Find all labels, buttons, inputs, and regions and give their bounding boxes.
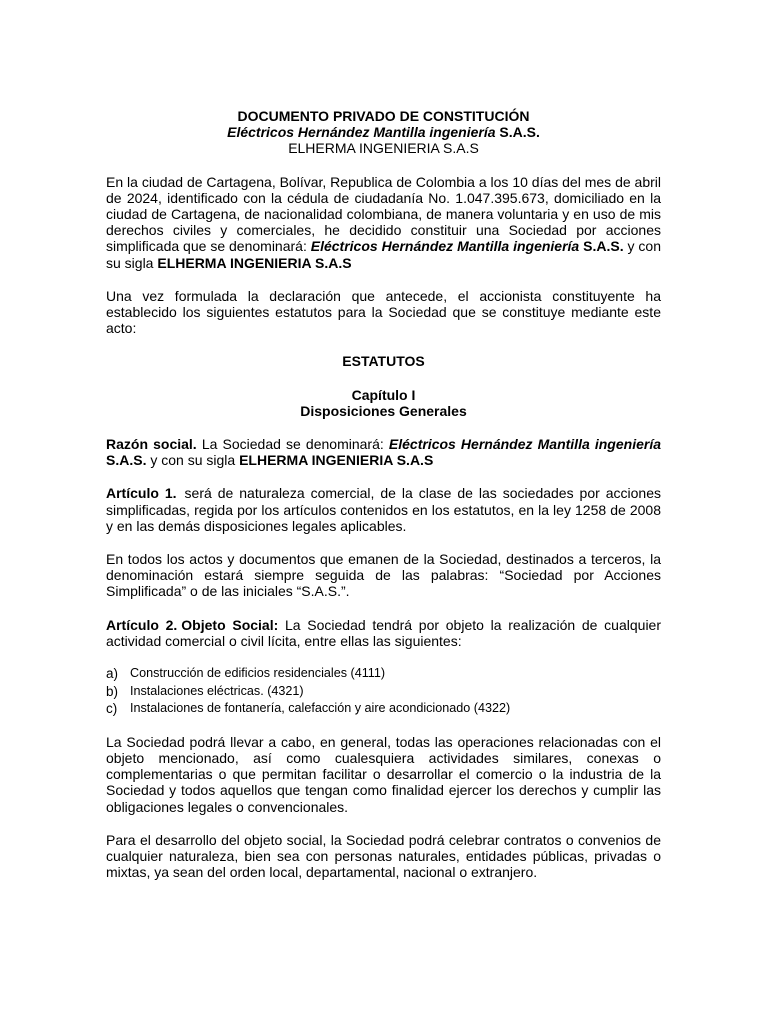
company-name-line bbox=[106, 124, 661, 140]
article-2-paragraph bbox=[106, 617, 661, 649]
article-2-text: La Sociedad tendrá por objeto la realización de cualquier actividad comercial o civil lícita, entre ellas las siguientes: bbox=[106, 616, 661, 649]
razon-social-company-suffix: S.A.S. bbox=[106, 452, 147, 469]
list-item-letter: a) bbox=[106, 666, 119, 682]
chapter-title: Disposiciones Generales bbox=[300, 402, 467, 419]
razon-social-company-italic: Eléctricos Hernández Mantilla ingeniería bbox=[388, 436, 662, 453]
razon-social-text-b: y con su sigla bbox=[146, 452, 240, 469]
company-name-italic: Eléctricos Hernández Mantilla ingeniería bbox=[227, 124, 496, 141]
razon-social-text-a: La Sociedad se denominará: bbox=[196, 436, 389, 453]
activities-list bbox=[106, 665, 661, 718]
intro-company-suffix: S.A.S. bbox=[579, 238, 624, 255]
declaration-paragraph: Una vez formulada la declaración que antecede, el accionista constituyente ha establecido los siguientes estatutos para la Sociedad que se constituye mediante este acto: bbox=[106, 287, 661, 337]
list-item-text: Instalaciones eléctricas. (4321) bbox=[130, 683, 304, 698]
list-item bbox=[106, 700, 661, 718]
document-header bbox=[106, 108, 661, 157]
intro-paragraph bbox=[106, 174, 661, 271]
razon-social-paragraph bbox=[106, 436, 661, 468]
list-item bbox=[106, 665, 661, 683]
intro-text-b: y con su sigla bbox=[106, 238, 661, 271]
article-2-label: Artículo 2. bbox=[106, 616, 178, 633]
list-item-text: Construcción de edificios residenciales (4111) bbox=[130, 666, 386, 681]
chapter-heading bbox=[106, 387, 661, 419]
article-1-label: Artículo 1. bbox=[106, 485, 177, 502]
article-1-text: será de naturaleza comercial, de la clase de las sociedades por acciones simplificadas, regida por los artículos contenidos en los estatutos, en la ley 1258 de 2008 y en las demás disposiciones legales aplicables. bbox=[106, 485, 661, 534]
denomination-paragraph: En todos los actos y documentos que emanen de la Sociedad, destinados a terceros, la denominación estará siempre seguida de las palabras: “Sociedad por Acciones Simplificada” o de las iniciales “S.A.S.”. bbox=[106, 551, 661, 600]
intro-company-italic: Eléctricos Hernández Mantilla ingeniería bbox=[310, 238, 580, 255]
chapter-number: Capítulo I bbox=[351, 386, 416, 403]
statutes-heading: ESTATUTOS bbox=[342, 353, 425, 370]
list-item-text: Instalaciones de fontanería, calefacción y aire acondicionado (4322) bbox=[130, 701, 511, 716]
razon-social-acronym: ELHERMA INGENIERIA S.A.S bbox=[239, 452, 434, 469]
document-body bbox=[106, 108, 661, 880]
intro-acronym: ELHERMA INGENIERIA S.A.S bbox=[157, 254, 352, 271]
article-2-sublabel: Objeto Social: bbox=[181, 616, 279, 633]
operations-paragraph: La Sociedad podrá llevar a cabo, en general, todas las operaciones relacionadas con el objeto mencionado, así como cualesquiera actividades similares, conexas o complementarias o que permitan facilitar o desarrollar el comercio o la industria de la Sociedad y todos aquellos que tengan como finalidad ejercer los derechos y cumplir las obligaciones legales o convencionales. bbox=[106, 733, 661, 815]
intro-text-a: En la ciudad de Cartagena, Bolívar, Republica de Colombia a los 10 días del mes de abril de 2024, identificado con la cédula de ciudadanía No. 1.047.395.673, domiciliado en la ciudad de Cartagena, de nacionalidad colombiana, de manera voluntaria y en uso de mis derechos civiles y comerciales, he decidido constituir una Sociedad por acciones simplificada que se denominará: bbox=[106, 173, 661, 255]
company-acronym: ELHERMA INGENIERIA S.A.S bbox=[288, 140, 479, 157]
article-1-paragraph bbox=[106, 485, 661, 534]
list-item bbox=[106, 683, 661, 701]
company-name-suffix: S.A.S. bbox=[495, 124, 540, 141]
razon-social-label: Razón social. bbox=[106, 436, 197, 453]
list-item-letter: b) bbox=[106, 683, 119, 699]
contracts-paragraph: Para el desarrollo del objeto social, la Sociedad podrá celebrar contratos o convenios de cualquier naturaleza, bien sea con personas naturales, entidades públicas, privadas o mixtas, ya sean del orden local, departamental, nacional o extranjero. bbox=[106, 831, 661, 881]
document-title: DOCUMENTO PRIVADO DE CONSTITUCIÓN bbox=[237, 108, 530, 124]
list-item-letter: c) bbox=[106, 701, 118, 717]
